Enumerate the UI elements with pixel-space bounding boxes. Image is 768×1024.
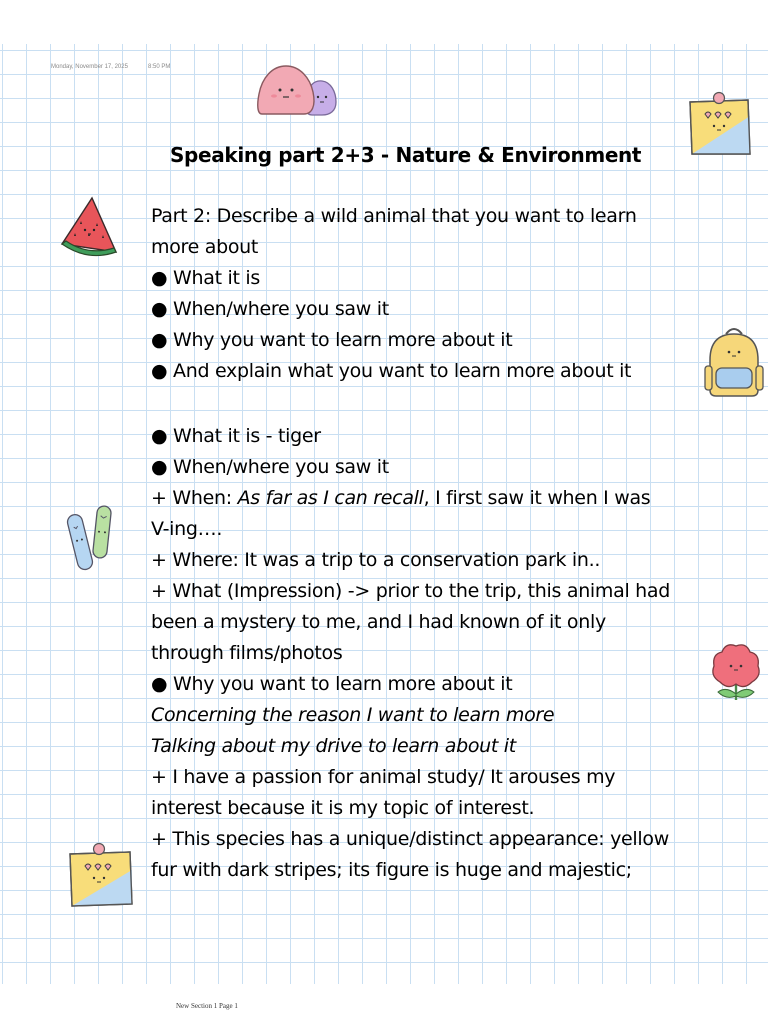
page-time: 8:50 PM — [148, 64, 171, 70]
sticky-note-sticker-2 — [66, 836, 136, 908]
answer-impression: + What (Impression) -> prior to the trip, this animal had been a mystery to me, and I had known of it only through films/photos — [151, 580, 671, 664]
answer-what-it-is: ● What it is - tiger — [151, 425, 321, 447]
cue-point: ● Why you want to learn more about it — [151, 329, 513, 351]
hair-clips-sticker — [62, 502, 118, 574]
note-content — [151, 201, 671, 886]
why-italic-line: Concerning the reason I want to learn more — [151, 704, 555, 726]
answer-passion: + I have a passion for animal study/ It arouses my interest because it is my topic of interest. — [151, 766, 616, 819]
why-italic-line: Talking about my drive to learn about it — [151, 735, 516, 757]
blob-friends-sticker — [256, 60, 340, 120]
sticky-note-sticker — [686, 86, 756, 156]
page-footer: New Section 1 Page 1 — [176, 1002, 238, 1010]
when-italic-phrase: As far as I can recall — [237, 487, 424, 509]
cue-point: ● And explain what you want to learn more about it — [151, 360, 632, 382]
answer-why-heading: ● Why you want to learn more about it — [151, 673, 513, 695]
part2-prompt: Part 2: Describe a wild animal that you want to learn more about — [151, 205, 637, 258]
answer-when-where-heading: ● When/where you saw it — [151, 456, 389, 478]
watermelon-sticker — [58, 192, 120, 260]
flower-sticker — [708, 640, 764, 704]
page-date: Monday, November 17, 2025 — [51, 64, 128, 70]
answer-when — [151, 483, 671, 545]
page-title: Speaking part 2+3 - Nature & Environment — [170, 143, 642, 167]
when-prefix: + When: — [151, 487, 238, 509]
when-rest: , I first saw it when I was V-ing…. — [151, 487, 651, 540]
cue-point: ● What it is — [151, 267, 260, 289]
backpack-sticker — [702, 324, 766, 400]
answer-appearance: + This species has a unique/distinct appearance: yellow fur with dark stripes; its figure is huge and majestic; — [151, 828, 669, 881]
blank-line — [151, 387, 671, 421]
cue-point: ● When/where you saw it — [151, 298, 389, 320]
answer-where: + Where: It was a trip to a conservation park in.. — [151, 549, 601, 571]
